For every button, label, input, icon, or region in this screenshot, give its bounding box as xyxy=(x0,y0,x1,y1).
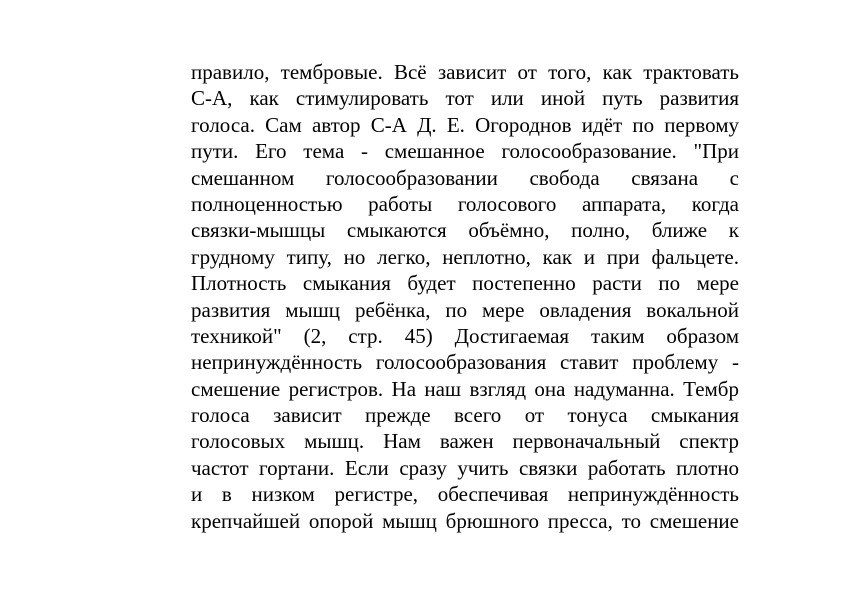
text-line: С-А, как стимулировать тот или иной путь развития xyxy=(191,86,739,111)
text-line: Плотность смыкания будет постепенно расти по мере xyxy=(191,271,739,296)
text-line: частот гортани. Если сразу учить связки работать плотно xyxy=(191,455,739,480)
body-text xyxy=(191,59,739,534)
text-line: голосовых мышц. Нам важен первоначальный спектр xyxy=(191,429,739,454)
text-line: грудному типу, но легко, неплотно, как и при фальцете. xyxy=(191,244,739,269)
text-line: голоса зависит прежде всего от тонуса смыкания xyxy=(191,403,739,428)
text-line: смешение регистров. На наш взгляд она надуманна. Тембр xyxy=(191,376,739,401)
text-line: смешанном голосообразовании свобода связана с xyxy=(191,165,739,190)
text-line: полноценностью работы голосового аппарата, когда xyxy=(191,191,739,216)
text-line: техникой" (2, стр. 45) Достигаемая таким образом xyxy=(191,323,739,348)
text-line: пути. Его тема - смешанное голосообразование. "При xyxy=(191,139,739,164)
text-line: правило, тембровые. Всё зависит от того, как трактовать xyxy=(191,60,739,84)
text-line: непринуждённость голосообразования ставит проблему - xyxy=(191,350,739,375)
text-line: связки-мышцы смыкаются объёмно, полно, ближе к xyxy=(191,218,739,243)
text-line: голоса. Сам автор С-А Д. Е. Огороднов идёт по первому xyxy=(191,112,739,137)
text-line: и в низком регистре, обеспечивая непринуждённость xyxy=(191,482,739,507)
text-line: развития мышц ребёнка, по мере овладения вокальной xyxy=(191,297,739,322)
text-line: крепчайшей опорой мышц брюшного пресса, то смешение xyxy=(191,508,739,533)
